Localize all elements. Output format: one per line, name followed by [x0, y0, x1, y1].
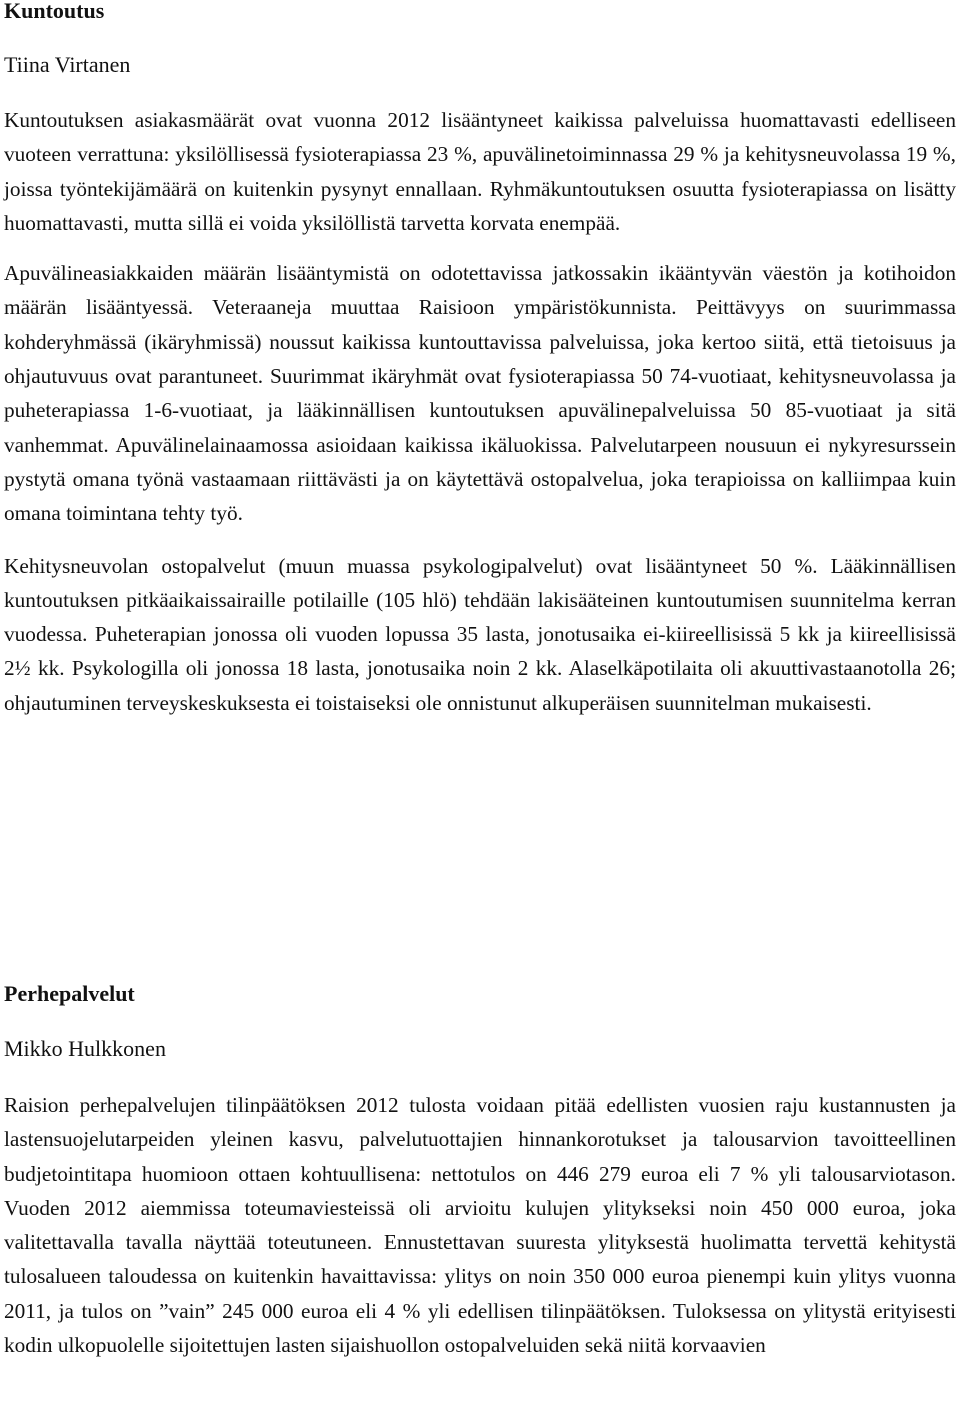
paragraph: Kehitysneuvolan ostopalvelut (muun muassa psykologipalvelut) ovat lisääntyneet 50 %. Lääkinnällisen kuntoutuksen pitkäaikaissairaille potilaille (105 hlö) tehdään lakisääteinen kuntoutumisen suunnitelma kerran vuodessa. Puheterapian jonossa oli vuoden lopussa 35 lasta, jonotusaika ei-kiireellisissä 5 kk ja kiireellisissä 2½ kk. Psykologilla oli jonossa 18 lasta, jonotusaika noin 2 kk. Alaselkäpotilaita oli akuuttivastaanotolla 26; ohjautuminen terveyskeskuksesta ei toistaiseksi ole onnistunut alkuperäisen suunnitelman mukaisesti. [4, 553, 956, 715]
section-author-kuntoutus: Tiina Virtanen [4, 52, 131, 77]
section-body-perhepalvelut [4, 1088, 956, 1362]
section-title-perhepalvelut: Perhepalvelut [4, 981, 135, 1006]
section-author-perhepalvelut: Mikko Hulkkonen [4, 1036, 166, 1061]
section-title-kuntoutus: Kuntoutus [4, 0, 105, 23]
section-body-kuntoutus [4, 103, 956, 720]
paragraph: Raision perhepalvelujen tilinpäätöksen 2012 tulosta voidaan pitää edellisten vuosien raju kustannusten ja lastensuojelutarpeiden yleinen kasvu, palvelutuottajien hinnankorotukset ja talousarvion tavoitteellinen budjetointitapa huomioon ottaen kohtuullisena: nettotulos on 446 279 euroa eli 7 % yli talousarviotason. Vuoden 2012 aiemmissa toteumaviesteissä oli arvioitu kulujen ylitykseksi noin 450 000 euroa, joka valitettavalla tavalla näyttää toteutuneen. Ennustettavan suuresta ylityksestä huolimatta tervettä kehitystä tulosalueen taloudessa on kuitenkin havaittavissa: ylitys on noin 350 000 euroa pienempi kuin ylitys vuonna 2011, ja tulos on ”vain” 245 000 euroa eli 4 % yli edellisen tilinpäätöksen. Tuloksessa on ylitystä erityisesti kodin ulkopuolelle sijoitettujen lasten sijaishuollon ostopalveluiden sekä niitä korvaavien [4, 1093, 956, 1358]
paragraph: Kuntoutuksen asiakasmäärät ovat vuonna 2012 lisääntyneet kaikissa palveluissa huomattavasti edelliseen vuoteen verrattuna: yksilöllisessä fysioterapiassa 23 %, apuvälinetoiminnassa 29 % ja kehitysneuvolassa 19 %, joissa työntekijämäärä on kuitenkin pysynyt ennallaan. Ryhmäkuntoutuksen osuutta fysioterapiassa on lisätty huomattavasti, mutta sillä ei voida yksilöllistä tarvetta korvata enempää. [4, 108, 956, 235]
paragraph: Apuvälineasiakkaiden määrän lisääntymistä on odotettavissa jatkossakin ikääntyvän väestön ja kotihoidon määrän lisääntyessä. Veteraaneja muuttaa Raisioon ympäristökunnista. Peittävyys on suurimmassa kohderyhmässä (ikäryhmissä) noussut kaikissa kuntouttavissa palveluissa, joka kertoo siitä, että tietoisuus ja ohjautuvuus ovat parantuneet. Suurimmat ikäryhmät ovat fysioterapiassa 50 74-vuotiaat, kehitysneuvolassa ja puheterapiassa 1-6-vuotiaat, ja lääkinnällisen kuntoutuksen apuvälinepalveluissa 50 85-vuotiaat ja sitä vanhemmat. Apuvälinelainaamossa asioidaan kaikissa ikäluokissa. Palvelutarpeen nousuun ei nykyresurssein pystytä omana työnä vastaamaan riittävästi ja on käytettävä ostopalvelua, joka terapioissa on kalliimpaa kuin omana toimintana tehty työ. [4, 261, 956, 526]
